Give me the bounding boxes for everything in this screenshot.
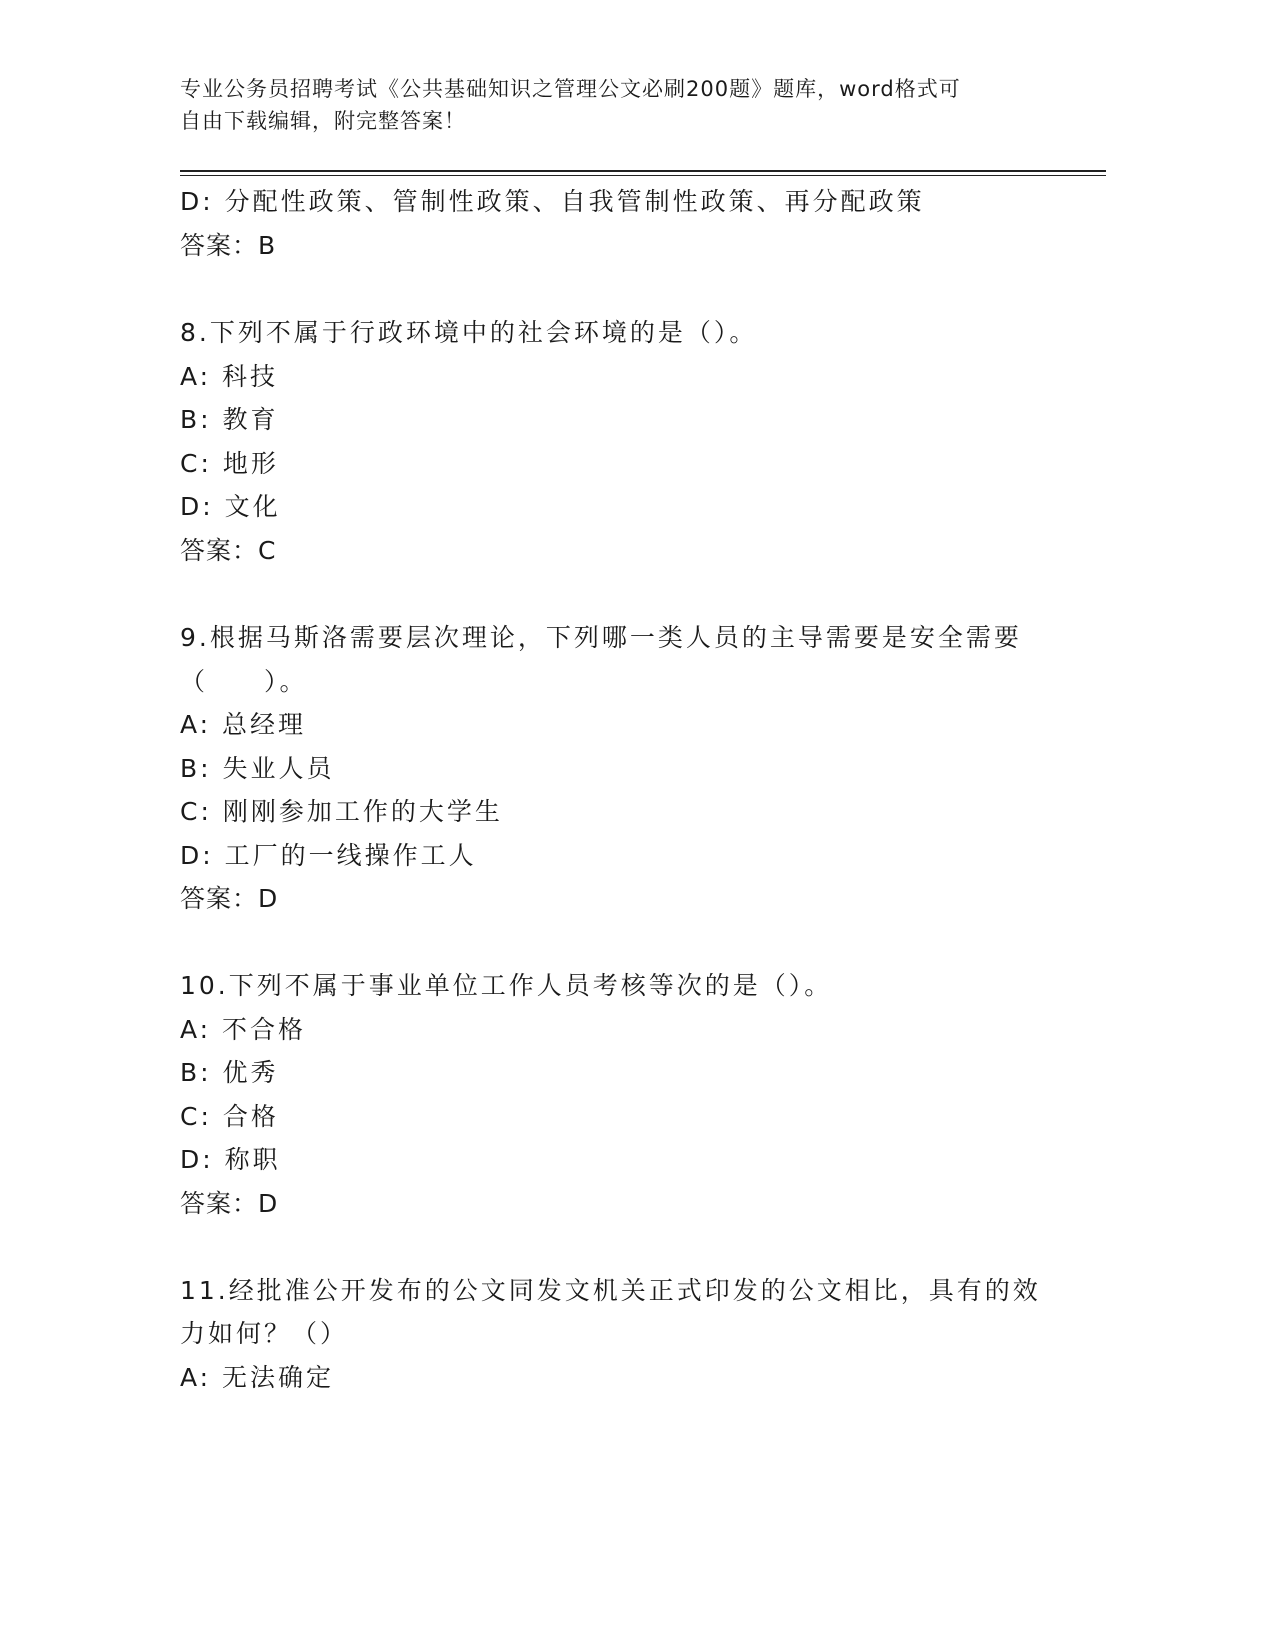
option-a: A: 无法确定: [180, 1363, 335, 1392]
answer: 答案：D: [180, 884, 279, 913]
option-c: C: 刚刚参加工作的大学生: [180, 797, 503, 826]
question-stem-line-2: 力如何？（）: [180, 1319, 349, 1348]
header-rule-thin: [180, 175, 1106, 176]
option-a: A: 总经理: [180, 710, 307, 739]
option-b: B: 失业人员: [180, 754, 335, 783]
option-a: A: 不合格: [180, 1015, 307, 1044]
answer: 答案：B: [180, 231, 277, 260]
option-d: D: 分配性政策、管制性政策、自我管制性政策、再分配政策: [180, 187, 925, 216]
option-b: B: 教育: [180, 405, 279, 434]
option-a: A: 科技: [180, 362, 279, 391]
header-line-1: 专业公务员招聘考试《公共基础知识之管理公文必刷200题》题库，word格式可: [180, 77, 961, 101]
option-d: D: 工厂的一线操作工人: [180, 841, 477, 870]
option-b: B: 优秀: [180, 1058, 279, 1087]
option-d: D: 文化: [180, 492, 281, 521]
question-stem: 10.下列不属于事业单位工作人员考核等次的是（）。: [180, 971, 833, 1000]
answer: 答案：C: [180, 536, 277, 565]
question-stem-line-2: （ ）。: [180, 667, 308, 696]
answer: 答案：D: [180, 1189, 279, 1218]
header-line-2: 自由下载编辑，附完整答案！: [180, 109, 466, 133]
option-c: C: 合格: [180, 1102, 279, 1131]
question-stem-line-1: 11.经批准公开发布的公文同发文机关正式印发的公文相比，具有的效: [180, 1276, 1041, 1305]
option-d: D: 称职: [180, 1145, 281, 1174]
question-stem-line-1: 9.根据马斯洛需要层次理论，下列哪一类人员的主导需要是安全需要: [180, 623, 1022, 652]
document-header: [180, 73, 1040, 137]
option-c: C: 地形: [180, 449, 279, 478]
header-rule-thick: [180, 170, 1106, 172]
question-stem: 8.下列不属于行政环境中的社会环境的是（）。: [180, 318, 758, 347]
